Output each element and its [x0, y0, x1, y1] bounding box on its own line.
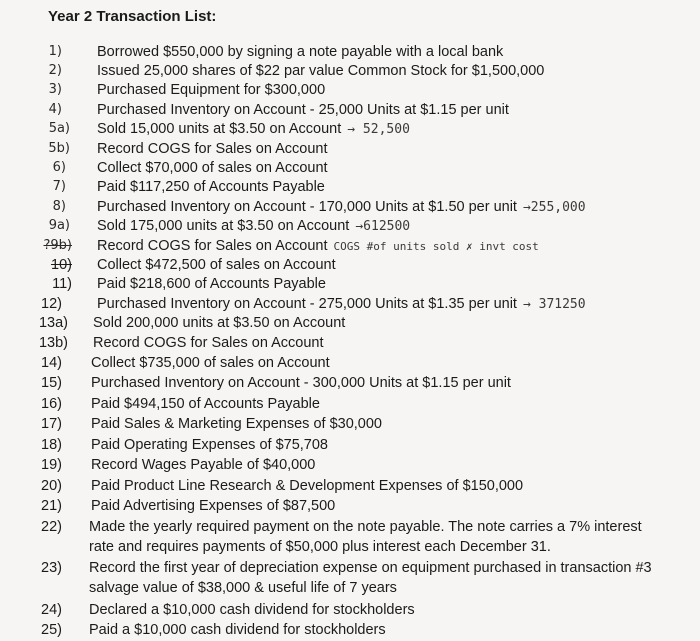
transaction-number: 2)	[48, 63, 62, 78]
transaction-number: 19)	[41, 457, 62, 473]
transaction-text: Sold 175,000 units at $3.50 on Account	[97, 218, 350, 234]
handwritten-note: →612500	[355, 219, 411, 234]
page-title: Year 2 Transaction List:	[48, 8, 217, 25]
transaction-number: 15)	[41, 375, 62, 391]
transaction-text: Issued 25,000 shares of $22 par value Common Stock for $1,500,000	[97, 63, 545, 79]
transaction-text: Collect $472,500 of sales on Account	[97, 257, 336, 273]
transaction-number: 16)	[41, 396, 62, 412]
transaction-text: Sold 200,000 units at $3.50 on Account	[93, 315, 346, 331]
transaction-text: Purchased Inventory on Account - 300,000 Units at $1.15 per unit	[91, 375, 511, 391]
transaction-number: 1)	[48, 44, 62, 59]
transaction-number: 11)	[52, 276, 72, 292]
transaction-text: Paid $494,150 of Accounts Payable	[91, 396, 320, 412]
transaction-text: salvage value of $38,000 & useful life of 7 years	[89, 580, 397, 596]
transaction-text: Declared a $10,000 cash dividend for stockholders	[89, 602, 415, 618]
transaction-number: 22)	[41, 519, 62, 535]
transaction-text: Collect $735,000 of sales on Account	[91, 355, 330, 371]
transaction-number: 21)	[41, 498, 62, 514]
transaction-text: Paid Sales & Marketing Expenses of $30,000	[91, 416, 382, 432]
transaction-number: 23)	[41, 560, 62, 576]
transaction-number: 18)	[41, 437, 62, 453]
transaction-text: Purchased Inventory on Account - 170,000 Units at $1.50 per unit	[97, 199, 517, 215]
transaction-text: Record COGS for Sales on Account	[97, 238, 328, 254]
transaction-text: Paid $218,600 of Accounts Payable	[97, 276, 326, 292]
transaction-number: 20)	[41, 478, 62, 494]
transaction-text: Borrowed $550,000 by signing a note payable with a local bank	[97, 44, 504, 60]
transaction-number: 6)	[52, 160, 66, 175]
transaction-number: 25)	[41, 622, 62, 638]
transaction-number: 5b)	[48, 141, 70, 156]
transaction-text: Paid Product Line Research & Development Expenses of $150,000	[91, 478, 524, 494]
transaction-number: 7)	[52, 179, 66, 194]
handwritten-note: → 52,500	[347, 122, 410, 137]
transaction-text: Record the first year of depreciation expense on equipment purchased in transaction #3	[89, 560, 652, 576]
transaction-number: 24)	[41, 602, 62, 618]
transaction-number: 8)	[52, 199, 66, 214]
transaction-text: Sold 15,000 units at $3.50 on Account	[97, 121, 342, 137]
handwritten-note: COGS #of units sold ✗ invt cost	[333, 240, 539, 253]
transaction-number: 12)	[41, 296, 62, 312]
handwritten-note: → 371250	[522, 297, 586, 312]
transaction-text: Record COGS for Sales on Account	[97, 141, 328, 157]
transaction-text: Paid a $10,000 cash dividend for stockholders	[89, 622, 386, 638]
transaction-number: 3)	[48, 82, 62, 97]
transaction-number: 13b)	[38, 335, 68, 351]
transaction-text: Paid Advertising Expenses of $87,500	[91, 498, 336, 514]
transaction-text: Collect $70,000 of sales on Account	[97, 160, 328, 176]
transaction-text: Record Wages Payable of $40,000	[91, 457, 316, 473]
transaction-text: Purchased Inventory on Account - 275,000 Units at $1.35 per unit	[97, 296, 517, 312]
transaction-number: 9a)	[48, 218, 70, 233]
transaction-number: 17)	[41, 416, 62, 432]
transaction-text: Paid Operating Expenses of $75,708	[91, 437, 328, 453]
transaction-text: Made the yearly required payment on the note payable. The note carries a 7% interest	[89, 519, 642, 535]
transaction-text: Paid $117,250 of Accounts Payable	[97, 179, 325, 195]
transaction-text: Purchased Equipment for $300,000	[97, 82, 326, 98]
transaction-number: ?9b)	[43, 238, 72, 253]
transaction-number: 10)	[51, 257, 72, 273]
handwritten-note: →255,000	[522, 200, 586, 215]
transaction-text: Record COGS for Sales on Account	[93, 335, 324, 351]
transaction-number: 13a)	[38, 315, 68, 331]
transaction-text: Purchased Inventory on Account - 25,000 Units at $1.15 per unit	[97, 102, 509, 118]
transaction-text: rate and requires payments of $50,000 plus interest each December 31.	[89, 539, 551, 555]
transaction-number: 4)	[48, 102, 62, 117]
transaction-number: 14)	[41, 355, 62, 371]
transaction-number: 5a)	[48, 121, 70, 136]
